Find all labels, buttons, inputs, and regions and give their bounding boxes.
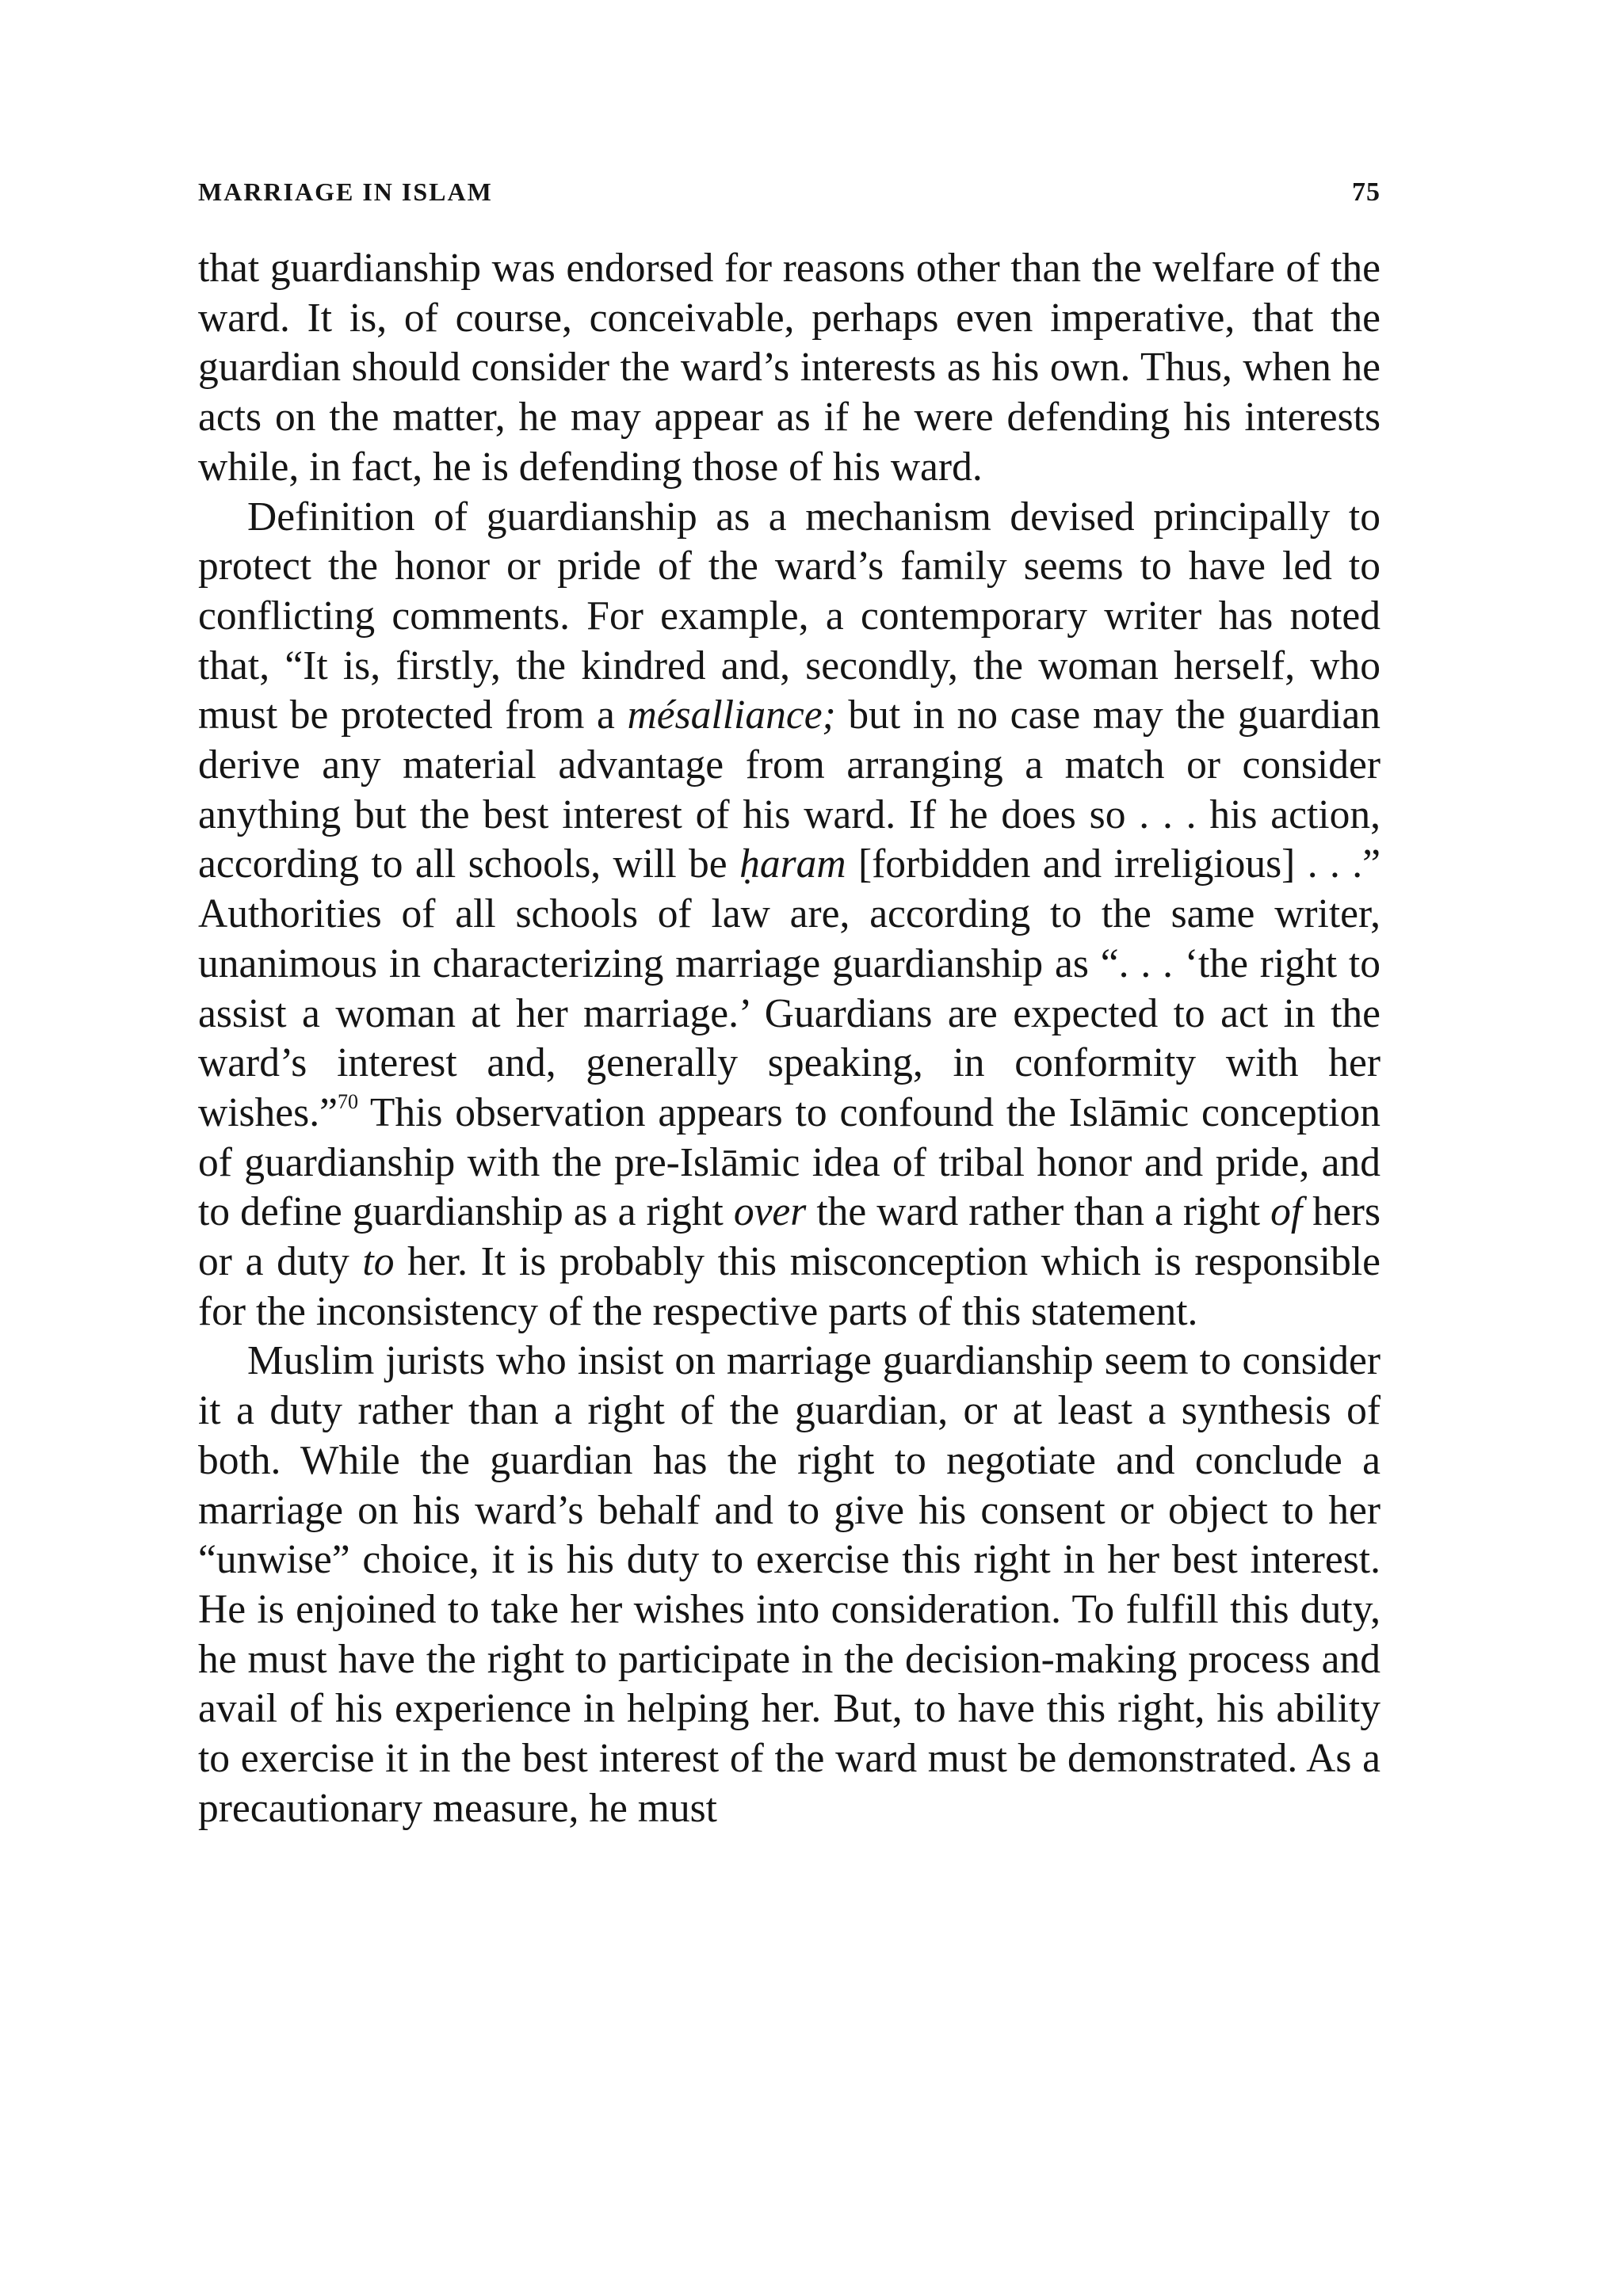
paragraph-3: Muslim jurists who insist on marriage guardianship seem to consider it a duty rather than a right of the guardian, or at least a synthesis of both. While the guardian has the right to negotiate and conclude a marriage on his ward’s behalf and to give his consent or object to her “unwise” choice, it is his duty to exercise this right in her best interest. He is enjoined to take her wishes into consideration. To fulfill this duty, he must have the right to participate in the decision-making process and avail of his experience in helping her. But, to have this right, his ability to exercise it in the best interest of the ward must be demonstrated. As a precautionary measure, he must <box>198 1338 1381 1831</box>
paragraph-2-part-3: [forbidden and irreligious] . . .” Authorities of all schools of law are, according to the same writer, unanimous in characterizing marriage guardianship as “. . . ‘the right to assist a woman at her marriage.’ Guardians are expected to act in the ward’s interest and, generally speaking, in conformity with her wishes.” <box>198 841 1381 1135</box>
page-number: 75 <box>1352 177 1381 207</box>
paragraph-2-part-2: but in no case may the guardian derive any material advantage from arranging a match or consider anything but the best interest of his ward. If he does so . . . his action, according to all schools, will be <box>198 692 1381 887</box>
paragraph-2-part-4: This observation appears to confound the Islāmic conception of guardianship with the pre-Islāmic idea of tribal honor and pride, and to define guardianship as a right <box>198 1089 1381 1235</box>
paragraph-2-italic-haram: ḥaram <box>739 841 846 887</box>
paragraph-2-part-6: hers or a duty <box>198 1189 1381 1285</box>
paragraph-2-part-1: Definition of guardianship as a mechanism devised principally to protect the honor or pride of the ward’s family seems to have led to conflicting comments. For example, a contemporary writer has noted that, “It is, firstly, the kindred and, secondly, the woman herself, who must be protected from a <box>198 494 1381 738</box>
body-text <box>198 244 1381 1834</box>
running-head <box>198 177 1381 208</box>
footnote-ref-70: 70 <box>337 1089 358 1113</box>
running-title: MARRIAGE IN ISLAM <box>198 177 493 206</box>
paragraph-2-part-5: the ward rather than a right <box>806 1189 1271 1235</box>
book-page <box>198 177 1381 1834</box>
paragraph-2-italic-of: of <box>1270 1189 1303 1235</box>
paragraph-1: that guardianship was endorsed for reasons other than the welfare of the ward. It is, of course, conceivable, perhaps even imperative, that the guardian should consider the ward’s interests as his own. Thus, when he acts on the matter, he may appear as if he were defending his interests while, in fact, he is defending those of his ward. <box>198 246 1381 490</box>
paragraph-2-italic-over: over <box>733 1189 807 1235</box>
paragraph-2 <box>198 493 1381 1337</box>
paragraph-2-italic-to: to <box>362 1239 395 1285</box>
paragraph-2-part-7: her. It is probably this misconception which is responsible for the inconsistency of the respective parts of this statement. <box>198 1239 1381 1334</box>
paragraph-2-italic-mesalliance: mésalliance; <box>627 692 836 738</box>
